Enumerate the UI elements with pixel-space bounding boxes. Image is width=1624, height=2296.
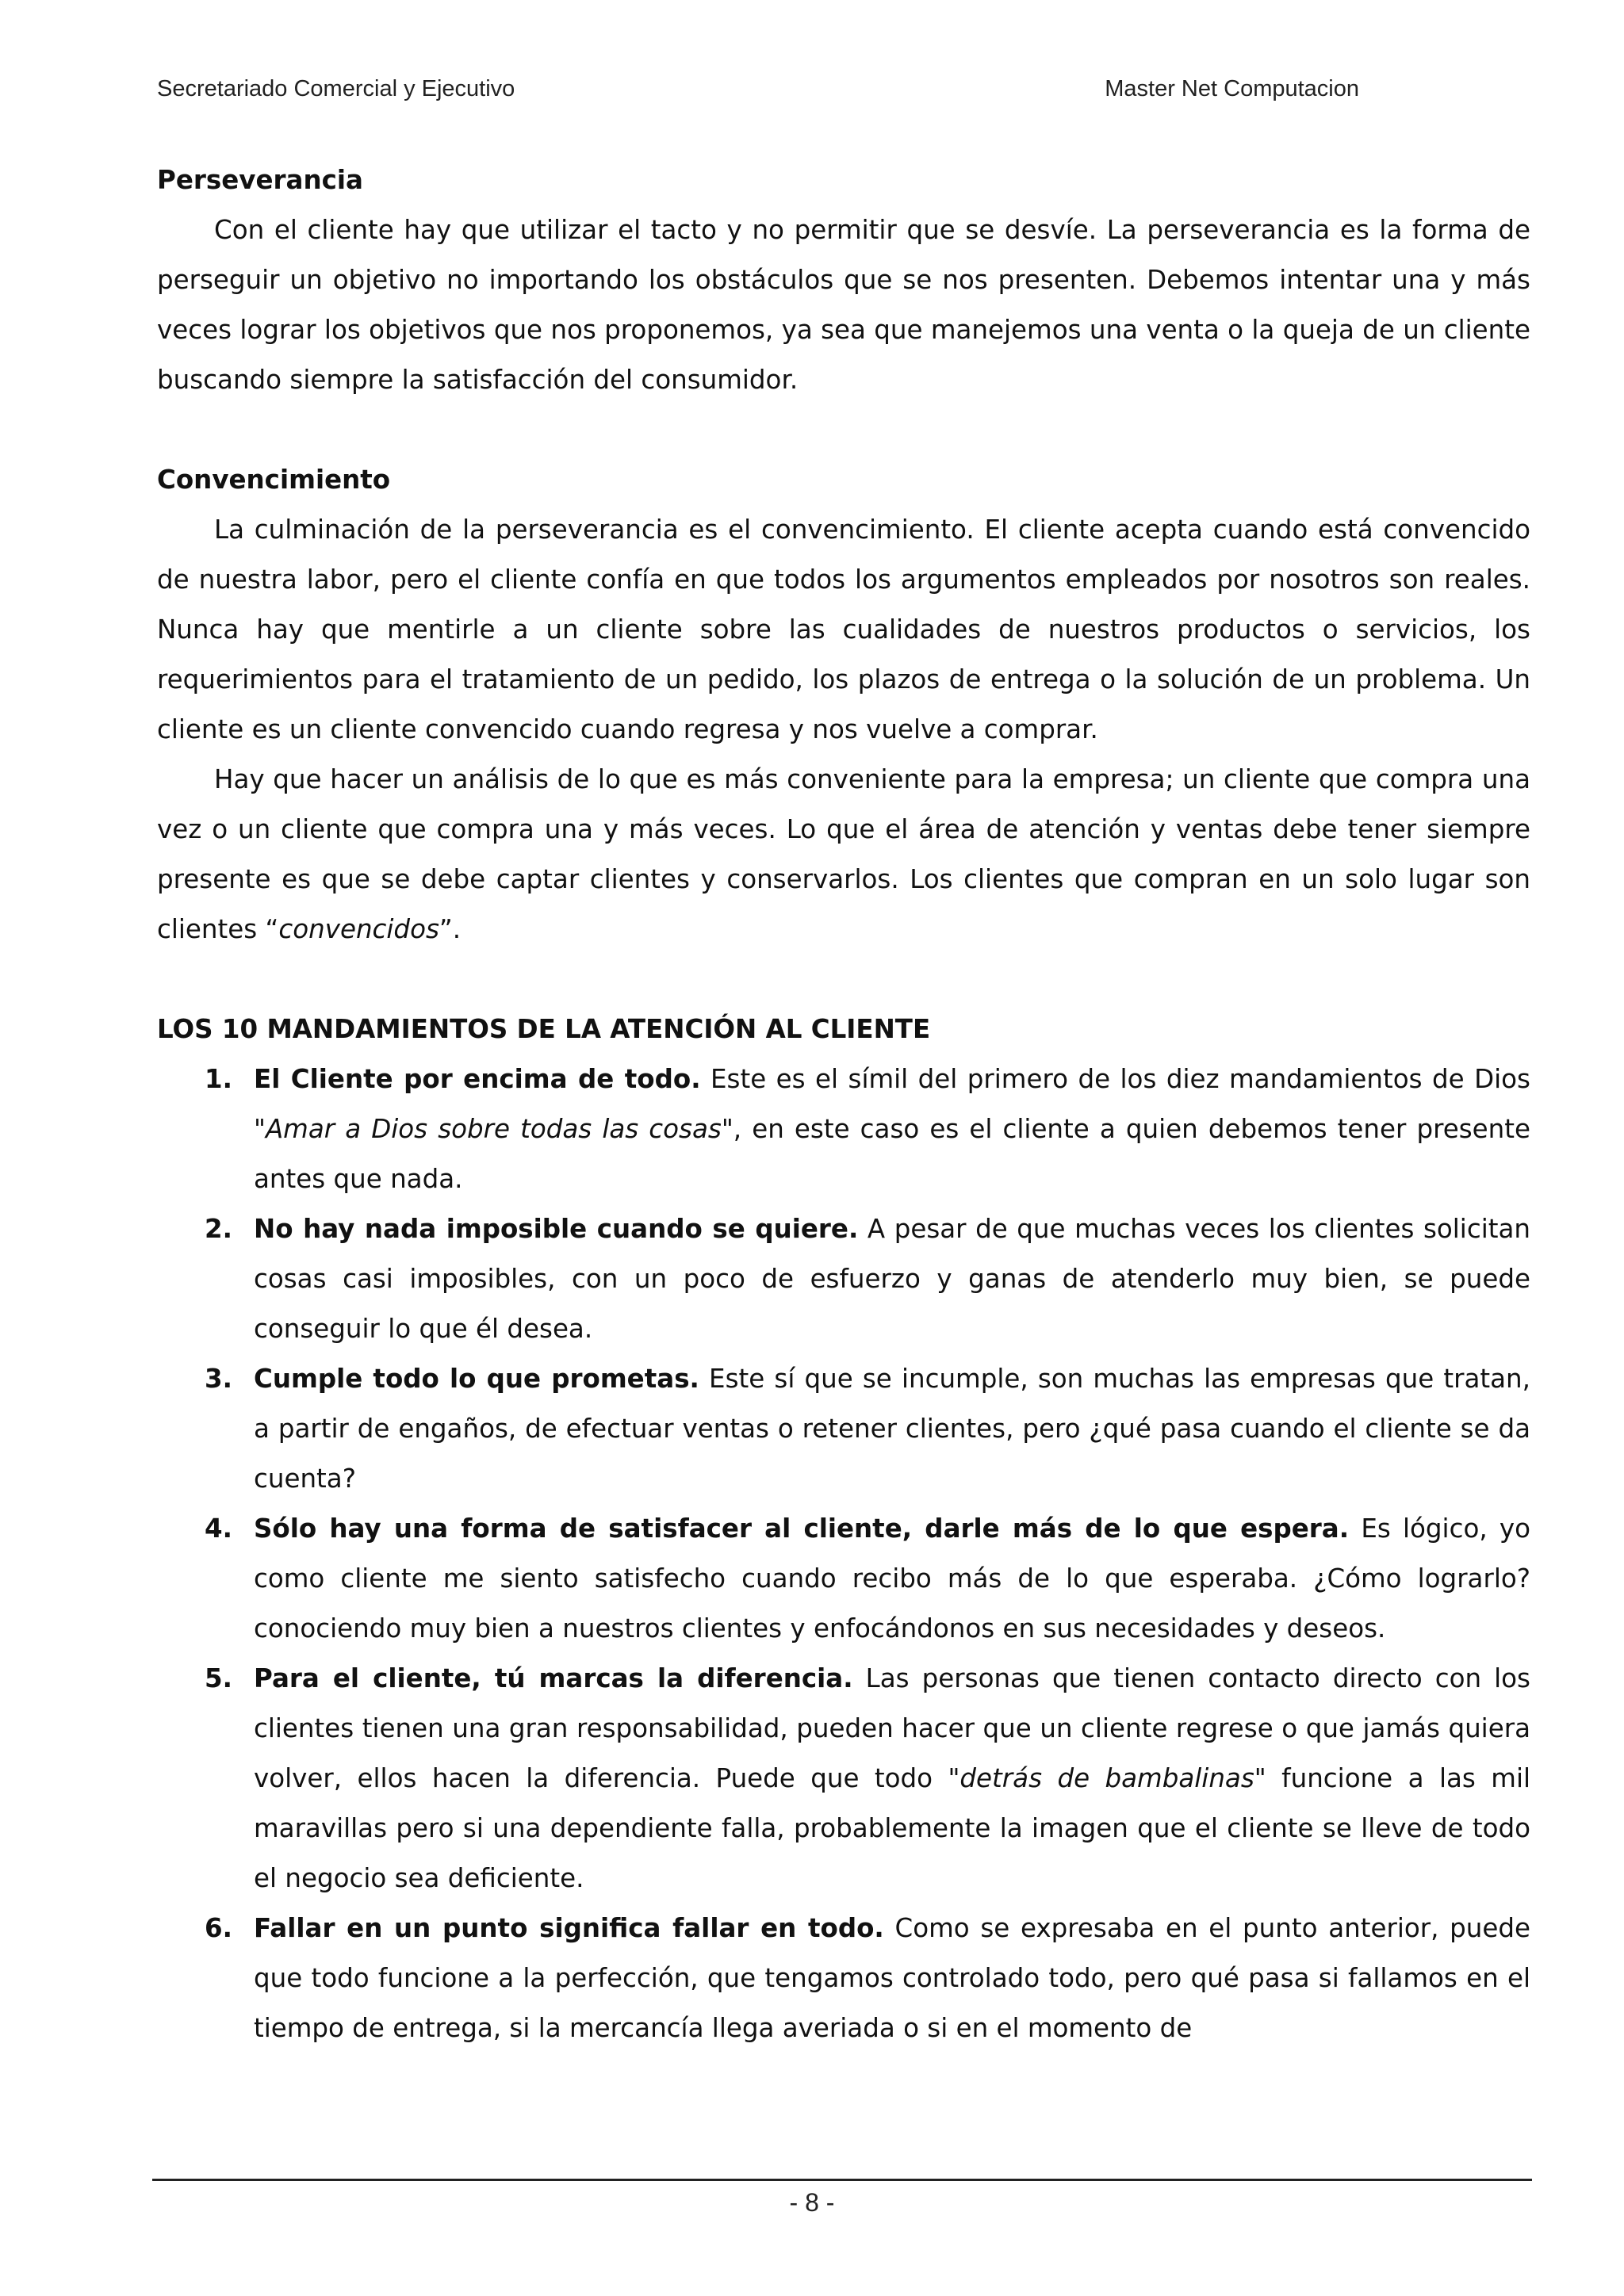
heading-perseverancia: Perseverancia — [157, 165, 363, 195]
item-number: 3. — [205, 1364, 232, 1394]
item-heading: No hay nada imposible cuando se quiere. — [254, 1214, 859, 1244]
item-heading: Cumple todo lo que prometas. — [254, 1364, 699, 1394]
list-item: 1. El Cliente por encima de todo. Este es el símil del primero de los diez mandamientos de Dios "Amar a Dios sobre todas las cosas", en este caso es el cliente a quien debemos tener presente antes que nada. — [254, 1054, 1530, 1204]
list-item: 5. Para el cliente, tú marcas la diferencia. Las personas que tienen contacto directo con los clientes tienen una gran responsabilidad, pueden hacer que un cliente regrese o que jamás quiera volver, ellos hacen la diferencia. Puede que todo "detrás de bambalinas" funcione a las mil maravillas pero si una dependiente falla, probablemente la imagen que el cliente se lleve de todo el negocio sea deficiente. — [254, 1654, 1530, 1904]
header-institution: Master Net Computacion — [1105, 76, 1359, 101]
document-body — [157, 155, 1530, 2053]
item-number: 6. — [205, 1913, 232, 1943]
page-number: - 8 - — [789, 2188, 835, 2217]
item-number: 5. — [205, 1663, 232, 1693]
paragraph-convencimiento-2: Hay que hacer un análisis de lo que es más conveniente para la empresa; un cliente que compra una vez o un cliente que compra una y más veces. Lo que el área de atención y ventas debe tener siempre presente es que se debe captar clientes y conservarlos. Los clientes que compran en un solo lugar son clientes “convencidos”. — [157, 764, 1530, 944]
footer-divider — [152, 2179, 1532, 2181]
item-number: 4. — [205, 1513, 232, 1544]
paragraph-convencimiento-1: La culminación de la perseverancia es el convencimiento. El cliente acepta cuando está convencido de nuestra labor, pero el cliente confía en que todos los argumentos empleados por nosotros son reales. Nunca hay que mentirle a un cliente sobre las cualidades de nuestros productos o servicios, los requerimientos para el tratamiento de un pedido, los plazos de entrega o la solución de un problema. Un cliente es un cliente convencido cuando regresa y nos vuelve a comprar. — [157, 515, 1530, 744]
page-header — [157, 76, 1462, 108]
mandamientos-list — [157, 1054, 1530, 2053]
list-item: 2. No hay nada imposible cuando se quiere. A pesar de que muchas veces los clientes solicitan cosas casi imposibles, con un poco de esfuerzo y ganas de atenderlo muy bien, se puede conseguir lo que él desea. — [254, 1204, 1530, 1354]
spacer — [157, 955, 1530, 1004]
list-item: 4. Sólo hay una forma de satisfacer al cliente, darle más de lo que espera. Es lógico, yo como cliente me siento satisfecho cuando recibo más de lo que esperaba. ¿Cómo lograrlo? conociendo muy bien a nuestros clientes y enfocándonos en sus necesidades y deseos. — [254, 1504, 1530, 1654]
list-item: 6. Fallar en un punto significa fallar en todo. Como se expresaba en el punto anterior, puede que todo funcione a la perfección, que tengamos controlado todo, pero qué pasa si fallamos en el tiempo de entrega, si la mercancía llega averiada o si en el momento de — [254, 1904, 1530, 2053]
item-heading: El Cliente por encima de todo. — [254, 1064, 701, 1094]
item-heading: Para el cliente, tú marcas la diferencia. — [254, 1663, 853, 1693]
header-course-title: Secretariado Comercial y Ejecutivo — [157, 76, 515, 101]
heading-convencimiento: Convencimiento — [157, 465, 391, 495]
list-item: 3. Cumple todo lo que prometas. Este sí que se incumple, son muchas las empresas que tratan, a partir de engaños, de efectuar ventas o retener clientes, pero ¿qué pasa cuando el cliente se da cuenta? — [254, 1354, 1530, 1504]
item-heading: Fallar en un punto significa fallar en todo. — [254, 1913, 884, 1943]
item-number: 2. — [205, 1214, 232, 1244]
heading-mandamientos: LOS 10 MANDAMIENTOS DE LA ATENCIÓN AL CLIENTE — [157, 1014, 931, 1044]
paragraph-perseverancia: Con el cliente hay que utilizar el tacto y no permitir que se desvíe. La perseverancia es la forma de perseguir un objetivo no importando los obstáculos que se nos presenten. Debemos intentar una y más veces lograr los objetivos que nos proponemos, ya sea que manejemos una venta o la queja de un cliente buscando siempre la satisfacción del consumidor. — [157, 215, 1530, 395]
spacer — [157, 405, 1530, 455]
item-heading: Sólo hay una forma de satisfacer al cliente, darle más de lo que espera. — [254, 1513, 1350, 1544]
item-number: 1. — [205, 1064, 232, 1094]
